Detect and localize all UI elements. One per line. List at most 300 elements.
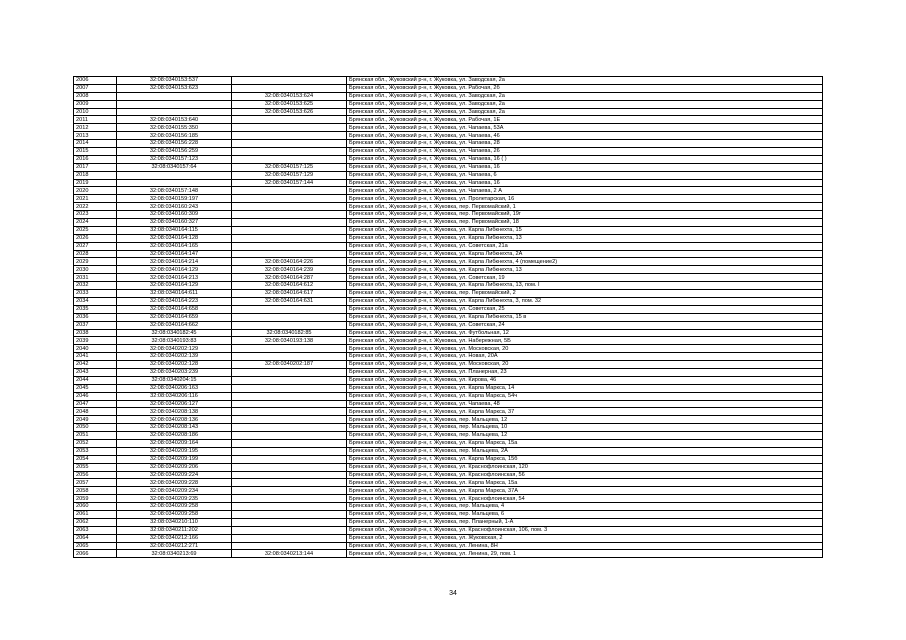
table-row [74,368,823,376]
object-cadastral-number-cell: 32:08:0340153:625 [232,100,347,108]
address-cell: Брянская обл., Жуковский р-н, г. Жуковка, пер. Первомайский, 19г [347,211,823,219]
row-number-cell: 2065 [74,542,117,550]
page-number: 34 [449,590,457,597]
cadastral-number-cell: 32:08:0340206:127 [117,400,232,408]
cadastral-number-cell: 32:08:0340153:640 [117,116,232,124]
cadastral-number-cell: 32:08:0340206:116 [117,392,232,400]
table-row [74,487,823,495]
address-cell: Брянская обл., Жуковский р-н, г. Жуковка, ул. Карла Маркса, 37А [347,487,823,495]
object-cadastral-number-cell [232,518,347,526]
object-cadastral-number-cell [232,132,347,140]
row-number-cell: 2057 [74,479,117,487]
cadastral-number-cell: 32:08:0340210:110 [117,518,232,526]
object-cadastral-number-cell [232,479,347,487]
address-cell: Брянская обл., Жуковский р-н, г. Жуковка, ул. Заводская, 2а [347,92,823,100]
row-number-cell: 2055 [74,463,117,471]
table-row [74,376,823,384]
address-cell: Брянская обл., Жуковский р-н, г. Жуковка, пер. Мальцева, 10 [347,424,823,432]
object-cadastral-number-cell [232,219,347,227]
cadastral-number-cell: 32:08:0340160:309 [117,211,232,219]
cadastral-number-cell: 32:08:0340164:165 [117,242,232,250]
cadastral-number-cell: 32:08:0340164:223 [117,297,232,305]
cadastral-number-cell: 32:08:0340164:213 [117,274,232,282]
object-cadastral-number-cell: 32:08:0340193:138 [232,337,347,345]
address-cell: Брянская обл., Жуковский р-н, г. Жуковка, ул. Чапаева, 46 [347,132,823,140]
row-number-cell: 2012 [74,124,117,132]
object-cadastral-number-cell [232,203,347,211]
table-row [74,392,823,400]
object-cadastral-number-cell [232,510,347,518]
table-row [74,353,823,361]
row-number-cell: 2044 [74,376,117,384]
table-row [74,132,823,140]
address-cell: Брянская обл., Жуковский р-н, г. Жуковка, пер. Мальцева, 12 [347,416,823,424]
address-cell: Брянская обл., Жуковский р-н, г. Жуковка, ул. Чапаева, 26 [347,148,823,156]
table-row [74,384,823,392]
object-cadastral-number-cell [232,84,347,92]
row-number-cell: 2015 [74,148,117,156]
table-row [74,297,823,305]
address-cell: Брянская обл., Жуковский р-н, г. Жуковка, пер. Мальцева, 12 [347,432,823,440]
object-cadastral-number-cell: 32:08:0340157:144 [232,179,347,187]
object-cadastral-number-cell [232,424,347,432]
table-row [74,439,823,447]
row-number-cell: 2053 [74,447,117,455]
object-cadastral-number-cell [232,542,347,550]
table-row [74,321,823,329]
object-cadastral-number-cell: 32:08:0340213:144 [232,550,347,558]
address-cell: Брянская обл., Жуковский р-н, г. Жуковка, ул. Карла Либкнехта, 4 (помещение2) [347,258,823,266]
cadastral-number-cell: 32:08:0340209:234 [117,487,232,495]
table-row [74,542,823,550]
table-row [74,195,823,203]
address-cell: Брянская обл., Жуковский р-н, г. Жуковка, ул. Планерная, 23 [347,368,823,376]
row-number-cell: 2054 [74,455,117,463]
address-cell: Брянская обл., Жуковский р-н, г. Жуковка, ул. Карла Маркса, 14 [347,384,823,392]
table-row [74,187,823,195]
address-cell: Брянская обл., Жуковский р-н, г. Жуковка, ул. Карла Либкнехта, 15 [347,226,823,234]
row-number-cell: 2049 [74,416,117,424]
object-cadastral-number-cell [232,242,347,250]
cadastral-number-cell: 32:08:0340164:214 [117,258,232,266]
address-cell: Брянская обл., Жуковский р-н, г. Жуковка, ул. Пролетарская, 16 [347,195,823,203]
address-cell: Брянская обл., Жуковский р-н, г. Жуковка, пер. Мальцева, 4 [347,503,823,511]
cadastral-number-cell: 32:08:0340153:537 [117,77,232,85]
cadastral-number-cell: 32:08:0340160:243 [117,203,232,211]
table-row [74,274,823,282]
row-number-cell: 2037 [74,321,117,329]
row-number-cell: 2033 [74,290,117,298]
row-number-cell: 2010 [74,108,117,116]
row-number-cell: 2035 [74,305,117,313]
cadastral-number-cell: 32:08:0340209:235 [117,495,232,503]
object-cadastral-number-cell [232,226,347,234]
object-cadastral-number-cell [232,353,347,361]
address-cell: Брянская обл., Жуковский р-н, г. Жуковка, ул. Карла Маркса, 15б [347,455,823,463]
object-cadastral-number-cell [232,187,347,195]
table-row [74,479,823,487]
object-cadastral-number-cell: 32:08:0340164:226 [232,258,347,266]
address-cell: Брянская обл., Жуковский р-н, г. Жуковка, ул. Ленина, 29, пом. 1 [347,550,823,558]
row-number-cell: 2061 [74,510,117,518]
table-row [74,305,823,313]
cadastral-number-cell: 32:08:0340208:138 [117,408,232,416]
cadastral-number-cell: 32:08:0340157:148 [117,187,232,195]
cadastral-number-cell: 32:08:0340193:83 [117,337,232,345]
row-number-cell: 2007 [74,84,117,92]
address-cell: Брянская обл., Жуковский р-н, г. Жуковка, ул. Советская, 24 [347,321,823,329]
address-cell: Брянская обл., Жуковский р-н, г. Жуковка, ул. Советская, 21а [347,242,823,250]
address-cell: Брянская обл., Жуковский р-н, г. Жуковка, пер. Первомайский, 2 [347,290,823,298]
object-cadastral-number-cell [232,140,347,148]
object-cadastral-number-cell [232,526,347,534]
table-row [74,211,823,219]
object-cadastral-number-cell [232,148,347,156]
object-cadastral-number-cell [232,471,347,479]
table-row [74,163,823,171]
address-cell: Брянская обл., Жуковский р-н, г. Жуковка, ул. Чапаева, 16 ( ) [347,155,823,163]
address-cell: Брянская обл., Жуковский р-н, г. Жуковка, ул. Советская, 19 [347,274,823,282]
row-number-cell: 2021 [74,195,117,203]
row-number-cell: 2051 [74,432,117,440]
cadastral-number-cell: 32:08:0340202:128 [117,361,232,369]
row-number-cell: 2043 [74,368,117,376]
cadastral-number-cell: 32:08:0340156:185 [117,132,232,140]
address-cell: Брянская обл., Жуковский р-н, г. Жуковка, ул. Карла Маркса, 15а [347,479,823,487]
address-cell: Брянская обл., Жуковский р-н, г. Жуковка, ул. Чапаева, 16 [347,179,823,187]
cadastral-number-cell: 32:08:0340213:69 [117,550,232,558]
table-row [74,337,823,345]
row-number-cell: 2042 [74,361,117,369]
cadastral-number-cell: 32:08:0340164:662 [117,321,232,329]
table-row [74,92,823,100]
cadastral-number-cell: 32:08:0340206:163 [117,384,232,392]
cadastral-number-cell: 32:08:0340202:139 [117,353,232,361]
cadastral-number-cell: 32:08:0340203:239 [117,368,232,376]
row-number-cell: 2038 [74,329,117,337]
object-cadastral-number-cell: 32:08:0340202:187 [232,361,347,369]
row-number-cell: 2045 [74,384,117,392]
address-cell: Брянская обл., Жуковский р-н, г. Жуковка, ул. Карла Либкнехта, 3, пом. 32 [347,297,823,305]
table-row [74,455,823,463]
cadastral-number-cell: 32:08:0340164:128 [117,234,232,242]
row-number-cell: 2014 [74,140,117,148]
row-number-cell: 2064 [74,534,117,542]
object-cadastral-number-cell: 32:08:0340164:617 [232,290,347,298]
row-number-cell: 2020 [74,187,117,195]
address-cell: Брянская обл., Жуковский р-н, г. Жуковка, ул. Чапаева, 16 [347,163,823,171]
object-cadastral-number-cell [232,250,347,258]
address-cell: Брянская обл., Жуковский р-н, г. Жуковка, ул. Чапаева, 53А [347,124,823,132]
object-cadastral-number-cell [232,463,347,471]
row-number-cell: 2036 [74,313,117,321]
object-cadastral-number-cell [232,124,347,132]
table-row [74,219,823,227]
address-cell: Брянская обл., Жуковский р-н, г. Жуковка, ул. Чапаева, 48 [347,400,823,408]
object-cadastral-number-cell [232,116,347,124]
row-number-cell: 2040 [74,345,117,353]
object-cadastral-number-cell [232,439,347,447]
address-cell: Брянская обл., Жуковский р-н, г. Жуковка, ул. Кирова, 46 [347,376,823,384]
table-row [74,155,823,163]
row-number-cell: 2047 [74,400,117,408]
table-row [74,495,823,503]
cadastral-number-cell: 32:08:0340164:658 [117,305,232,313]
address-cell: Брянская обл., Жуковский р-н, г. Жуковка, ул. Рабочая, 2б [347,84,823,92]
object-cadastral-number-cell: 32:08:0340182:85 [232,329,347,337]
object-cadastral-number-cell [232,155,347,163]
cadastral-number-cell: 32:08:0340209:228 [117,479,232,487]
row-number-cell: 2039 [74,337,117,345]
address-cell: Брянская обл., Жуковский р-н, г. Жуковка, ул. Карла Либкнехта, 15 в [347,313,823,321]
row-number-cell: 2013 [74,132,117,140]
table-row [74,100,823,108]
row-number-cell: 2066 [74,550,117,558]
cadastral-number-cell: 32:08:0340209:199 [117,455,232,463]
address-cell: Брянская обл., Жуковский р-н, г. Жуковка, пер. Мальцева, 6 [347,510,823,518]
object-cadastral-number-cell [232,400,347,408]
object-cadastral-number-cell [232,384,347,392]
row-number-cell: 2032 [74,282,117,290]
cadastral-number-cell: 32:08:0340164:129 [117,282,232,290]
row-number-cell: 2052 [74,439,117,447]
table-row [74,250,823,258]
table-row [74,108,823,116]
row-number-cell: 2031 [74,274,117,282]
cadastral-number-cell: 32:08:0340160:327 [117,219,232,227]
address-cell: Брянская обл., Жуковский р-н, г. Жуковка, ул. Заводская, 2а [347,108,823,116]
address-cell: Брянская обл., Жуковский р-н, г. Жуковка, ул. Советская, 25 [347,305,823,313]
cadastral-number-cell: 32:08:0340209:164 [117,439,232,447]
address-cell: Брянская обл., Жуковский р-н, г. Жуковка, ул. Чапаева, 28 [347,140,823,148]
address-cell: Брянская обл., Жуковский р-н, г. Жуковка, ул. Карла Маркса, 37 [347,408,823,416]
address-cell: Брянская обл., Жуковский р-н, г. Жуковка, ул. Чапаева, 2 А [347,187,823,195]
table-row [74,503,823,511]
table-row [74,77,823,85]
cadastral-number-cell: 32:08:0340204:15 [117,376,232,384]
cadastral-number-cell: 32:08:0340208:136 [117,416,232,424]
object-cadastral-number-cell: 32:08:0340157:129 [232,171,347,179]
object-cadastral-number-cell [232,447,347,455]
object-cadastral-number-cell [232,234,347,242]
object-cadastral-number-cell: 32:08:0340164:239 [232,266,347,274]
object-cadastral-number-cell [232,432,347,440]
cadastral-number-cell: 32:08:0340164:115 [117,226,232,234]
row-number-cell: 2058 [74,487,117,495]
row-number-cell: 2025 [74,226,117,234]
cadastral-number-cell: 32:08:0340208:186 [117,432,232,440]
object-cadastral-number-cell: 32:08:0340164:631 [232,297,347,305]
table-row [74,447,823,455]
table-row [74,203,823,211]
table-row [74,416,823,424]
address-cell: Брянская обл., Жуковский р-н, г. Жуковка, ул. Московская, 20 [347,345,823,353]
address-cell: Брянская обл., Жуковский р-н, г. Жуковка, пер. Первомайский, 1 [347,203,823,211]
cadastral-number-cell: 32:08:0340202:129 [117,345,232,353]
cadastral-number-cell: 32:08:0340155:350 [117,124,232,132]
cadastral-number-cell: 32:08:0340182:45 [117,329,232,337]
table-row [74,534,823,542]
address-cell: Брянская обл., Жуковский р-н, г. Жуковка, ул. Новая, 20А [347,353,823,361]
cadastral-number-cell: 32:08:0340159:197 [117,195,232,203]
table-row [74,550,823,558]
table-row [74,424,823,432]
row-number-cell: 2027 [74,242,117,250]
address-cell: Брянская обл., Жуковский р-н, г. Жуковка, ул. Заводская, 2а [347,100,823,108]
table-row [74,234,823,242]
address-cell: Брянская обл., Жуковский р-н, г. Жуковка, ул. Футбольная, 12 [347,329,823,337]
cadastral-number-cell: 32:08:0340212:271 [117,542,232,550]
cadastral-number-cell: 32:08:0340209:258 [117,510,232,518]
object-cadastral-number-cell [232,416,347,424]
object-cadastral-number-cell: 32:08:0340153:624 [232,92,347,100]
address-cell: Брянская обл., Жуковский р-н, г. Жуковка, пер. Мальцева, 2А [347,447,823,455]
object-cadastral-number-cell [232,392,347,400]
address-cell: Брянская обл., Жуковский р-н, г. Жуковка, ул. Жуковская, 2 [347,534,823,542]
cadastral-number-cell: 32:08:0340164:611 [117,290,232,298]
row-number-cell: 2050 [74,424,117,432]
table-row [74,329,823,337]
address-cell: Брянская обл., Жуковский р-н, г. Жуковка, ул. Карла Либкнехта, 2А [347,250,823,258]
address-cell: Брянская обл., Жуковский р-н, г. Жуковка, ул. Краснофлоинская, 106, пом. 3 [347,526,823,534]
object-cadastral-number-cell: 32:08:0340164:287 [232,274,347,282]
row-number-cell: 2016 [74,155,117,163]
row-number-cell: 2023 [74,211,117,219]
cadastral-number-cell [117,108,232,116]
address-cell: Брянская обл., Жуковский р-н, г. Жуковка, ул. Карла Либкнехта, 13, пом. I [347,282,823,290]
table-row [74,266,823,274]
address-cell: Брянская обл., Жуковский р-н, г. Жуковка, ул. Карла Маркса, 15а [347,439,823,447]
table-row [74,242,823,250]
object-cadastral-number-cell [232,211,347,219]
cadastral-number-cell [117,179,232,187]
object-cadastral-number-cell [232,305,347,313]
cadastral-number-cell [117,100,232,108]
cadastral-number-cell: 32:08:0340156:228 [117,140,232,148]
table-row [74,282,823,290]
table-row [74,226,823,234]
cadastral-number-cell: 32:08:0340164:659 [117,313,232,321]
table-row [74,116,823,124]
row-number-cell: 2008 [74,92,117,100]
row-number-cell: 2060 [74,503,117,511]
table-row [74,510,823,518]
row-number-cell: 2030 [74,266,117,274]
object-cadastral-number-cell: 32:08:0340153:626 [232,108,347,116]
object-cadastral-number-cell [232,455,347,463]
row-number-cell: 2046 [74,392,117,400]
table-row [74,171,823,179]
cadastral-number-cell: 32:08:0340209:258 [117,503,232,511]
cadastral-number-cell: 32:08:0340153:623 [117,84,232,92]
cadastral-number-cell: 32:08:0340157:64 [117,163,232,171]
address-cell: Брянская обл., Жуковский р-н, г. Жуковка, ул. Ленина, 8Н [347,542,823,550]
row-number-cell: 2018 [74,171,117,179]
row-number-cell: 2011 [74,116,117,124]
address-cell: Брянская обл., Жуковский р-н, г. Жуковка, ул. Рабочая, 1Е [347,116,823,124]
object-cadastral-number-cell [232,195,347,203]
address-cell: Брянская обл., Жуковский р-н, г. Жуковка, ул. Краснофлоинская, 56 [347,471,823,479]
table-row [74,124,823,132]
object-cadastral-number-cell: 32:08:0340164:612 [232,282,347,290]
table-row [74,526,823,534]
table-row [74,345,823,353]
row-number-cell: 2063 [74,526,117,534]
row-number-cell: 2024 [74,219,117,227]
object-cadastral-number-cell [232,345,347,353]
row-number-cell: 2026 [74,234,117,242]
cadastral-number-cell: 32:08:0340212:166 [117,534,232,542]
cadastral-number-cell: 32:08:0340209:206 [117,463,232,471]
table-row [74,463,823,471]
cadastral-number-cell: 32:08:0340208:143 [117,424,232,432]
table-row [74,471,823,479]
cadastral-number-cell: 32:08:0340209:195 [117,447,232,455]
address-cell: Брянская обл., Жуковский р-н, г. Жуковка, ул. Набережная, 5Б [347,337,823,345]
cadastral-number-cell: 32:08:0340211:202 [117,526,232,534]
object-cadastral-number-cell [232,313,347,321]
cadastral-number-cell: 32:08:0340156:259 [117,148,232,156]
row-number-cell: 2059 [74,495,117,503]
table-row [74,179,823,187]
table-row [74,84,823,92]
cadastral-number-cell: 32:08:0340157:123 [117,155,232,163]
object-cadastral-number-cell [232,321,347,329]
cadastral-number-cell: 32:08:0340209:224 [117,471,232,479]
table-row [74,258,823,266]
object-cadastral-number-cell [232,495,347,503]
table-row [74,400,823,408]
cadastral-number-cell [117,171,232,179]
row-number-cell: 2056 [74,471,117,479]
table-row [74,518,823,526]
row-number-cell: 2048 [74,408,117,416]
table-row [74,313,823,321]
object-cadastral-number-cell: 32:08:0340157:125 [232,163,347,171]
cadastral-number-cell [117,92,232,100]
registry-table [73,76,823,558]
table-row [74,290,823,298]
address-cell: Брянская обл., Жуковский р-н, г. Жуковка, ул. Московская, 20 [347,361,823,369]
cadastral-number-cell: 32:08:0340164:129 [117,266,232,274]
object-cadastral-number-cell [232,534,347,542]
table-row [74,408,823,416]
row-number-cell: 2029 [74,258,117,266]
table-row [74,361,823,369]
row-number-cell: 2006 [74,77,117,85]
row-number-cell: 2022 [74,203,117,211]
address-cell: Брянская обл., Жуковский р-н, г. Жуковка, ул. Карла Маркса, 54ч [347,392,823,400]
row-number-cell: 2009 [74,100,117,108]
address-cell: Брянская обл., Жуковский р-н, г. Жуковка, пер. Планерный, 1-А [347,518,823,526]
cadastral-number-cell: 32:08:0340164:147 [117,250,232,258]
row-number-cell: 2017 [74,163,117,171]
address-cell: Брянская обл., Жуковский р-н, г. Жуковка, ул. Заводская, 2а [347,77,823,85]
object-cadastral-number-cell [232,408,347,416]
row-number-cell: 2034 [74,297,117,305]
registry-table-body [74,77,823,558]
row-number-cell: 2041 [74,353,117,361]
address-cell: Брянская обл., Жуковский р-н, г. Жуковка, ул. Чапаева, 6 [347,171,823,179]
row-number-cell: 2019 [74,179,117,187]
address-cell: Брянская обл., Жуковский р-н, г. Жуковка, пер. Первомайский, 18 [347,219,823,227]
address-cell: Брянская обл., Жуковский р-н, г. Жуковка, ул. Карла Либкнехта, 13 [347,234,823,242]
object-cadastral-number-cell [232,77,347,85]
object-cadastral-number-cell [232,376,347,384]
table-row [74,432,823,440]
table-row [74,148,823,156]
address-cell: Брянская обл., Жуковский р-н, г. Жуковка, ул. Карла Либкнехта, 13 [347,266,823,274]
